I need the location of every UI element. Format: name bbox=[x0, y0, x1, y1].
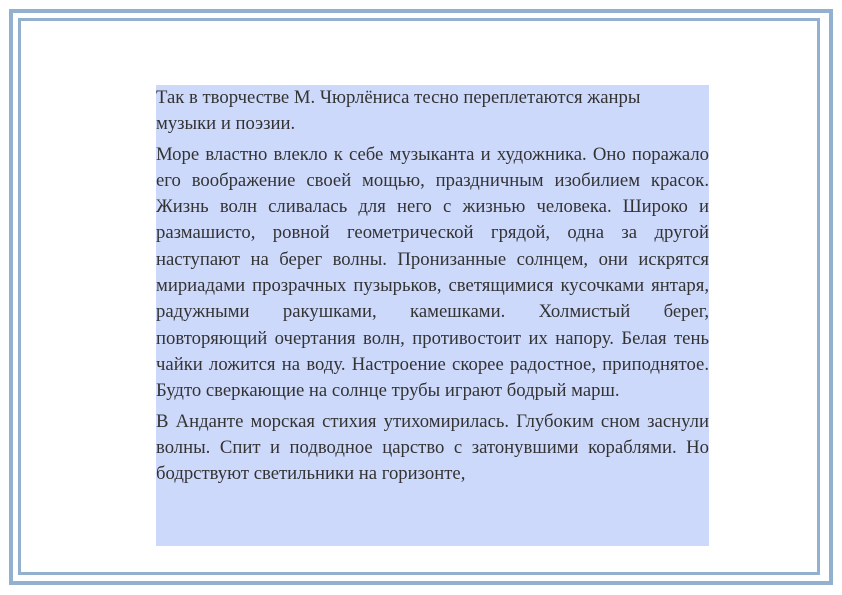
paragraph-3: В Анданте морская стихия утихомирилась. Глубоким сном заснули волны. Спит и подводное царство с затонувшими кораблями. Но бодрствуют светильники на горизонте, bbox=[156, 410, 709, 485]
text-block bbox=[156, 85, 709, 546]
paragraph-2: Море властно влекло к себе музыканта и художника. Оно поражало его воображение своей мощью, праздничным изобилием красок. Жизнь волн сливалась для него с жизнью человека. Широко и размашисто, ровной геометрической грядой, одна за другой наступают на берег волны. Пронизанные солнцем, они искрятся мириадами прозрачных пузырьков, светящимися кусочками янтаря, радужными ракушками, камешками. Холмистый берег, повторяющий очертания волн, противостоит их напору. Белая тень чайки ложится на воду. Настроение скорее радостное, приподнятое. Будто сверкающие на солнце трубы играют бодрый марш. bbox=[156, 143, 709, 402]
paragraph-1: Так в творчестве М. Чюрлёниса тесно переплетаются жанры музыки и поэзии. bbox=[156, 87, 641, 135]
